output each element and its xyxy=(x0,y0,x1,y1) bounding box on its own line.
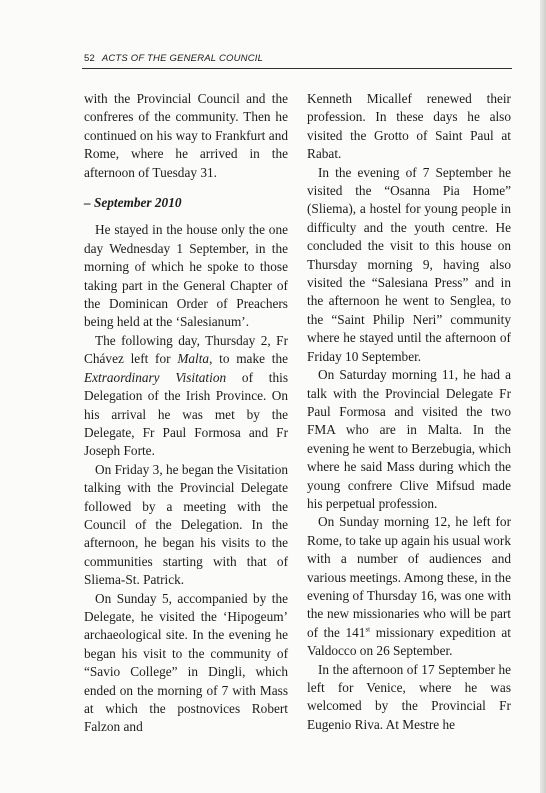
text-run: On Sunday morning 12, he left for Rome, to take up again his usual work with a number of audiences and various meetings. Among these, in the evening of Thursday 16, was one with the new missionaries who will be part of the 141 xyxy=(307,514,511,640)
paragraph: In the afternoon of 17 September he left for Venice, where he was welcomed by the Provincial Fr Eugenio Riva. At Mestre he xyxy=(307,661,511,732)
paragraph: On Saturday morning 11, he had a talk with the Provincial Delegate Fr Paul Formosa and visited the two FMA who are in Malta. In the evening he went to Berzebugia, which where he said Mass during which the young confrere Clive Mifsud made his perpetual profession. xyxy=(307,367,511,511)
paragraph: with the Provincial Council and the confreres of the community. Then he continued on his way to Frankfurt and Rome, where he arrived in the afternoon of Tuesday 31. xyxy=(84,91,288,180)
paragraph xyxy=(84,332,288,461)
page-edge-shadow xyxy=(540,0,546,793)
right-column xyxy=(307,90,511,734)
page-number: 52 xyxy=(84,53,95,64)
text-run: The following day, Thursday 2, Fr Chávez left for xyxy=(84,332,288,367)
paragraph: On Friday 3, he began the Visitation talking with the Provincial Delegate followed by a meeting with the Council of the Delegation. In the afternoon, he began his visits to the communities starting with that of Sliema-St. Patrick. xyxy=(84,461,288,588)
emphasis-visitation: Extraordinary Visitation xyxy=(84,369,227,385)
paragraph: On Sunday 5, accompanied by the Delegate, he visited the ‘Hipogeum’ archaeological site. In the evening he began his visit to the community of “Savio College” in Dingli, which ended on the morning of 7 with Mass at which the postnovices Robert Falzon and xyxy=(84,590,288,735)
paragraph xyxy=(307,513,511,660)
text-run: missionary expedition at Valdocco on 26 September. xyxy=(307,624,511,659)
header-rule xyxy=(82,68,512,69)
emphasis-malta: Malta xyxy=(177,351,210,367)
left-column xyxy=(84,90,288,737)
superscript-ordinal: st xyxy=(365,625,371,634)
running-title: ACTS OF THE GENERAL COUNCIL xyxy=(101,53,264,64)
paragraph: He stayed in the house only the one day Wednesday 1 September, in the morning of which he spoke to those taking part in the General Chapter of the Dominican Order of Preachers being held at the ‘Salesianum’. xyxy=(84,222,288,330)
section-heading: – September 2010 xyxy=(84,195,182,211)
text-run: , to make the xyxy=(209,351,288,367)
paragraph: Kenneth Micallef renewed their profession. In these days he also visited the Grotto of Saint Paul at Rabat. xyxy=(307,91,511,162)
running-header xyxy=(84,53,510,64)
text-run: of this Delegation of the Irish Province. On his arrival he was met by the Delegate, Fr Paul Formosa and Fr Joseph Forte. xyxy=(84,369,289,459)
paragraph: In the evening of 7 September he visited the “Osanna Pia Home” (Sliema), a hostel for young people in difficulty and the youth centre. He concluded the visit to this house on Thursday morning 9, having also visited the “Salesiana Press” and in the afternoon he went to Senglea, to the “Saint Philip Neri” community where he stayed until the afternoon of Friday 10 September. xyxy=(307,164,511,364)
